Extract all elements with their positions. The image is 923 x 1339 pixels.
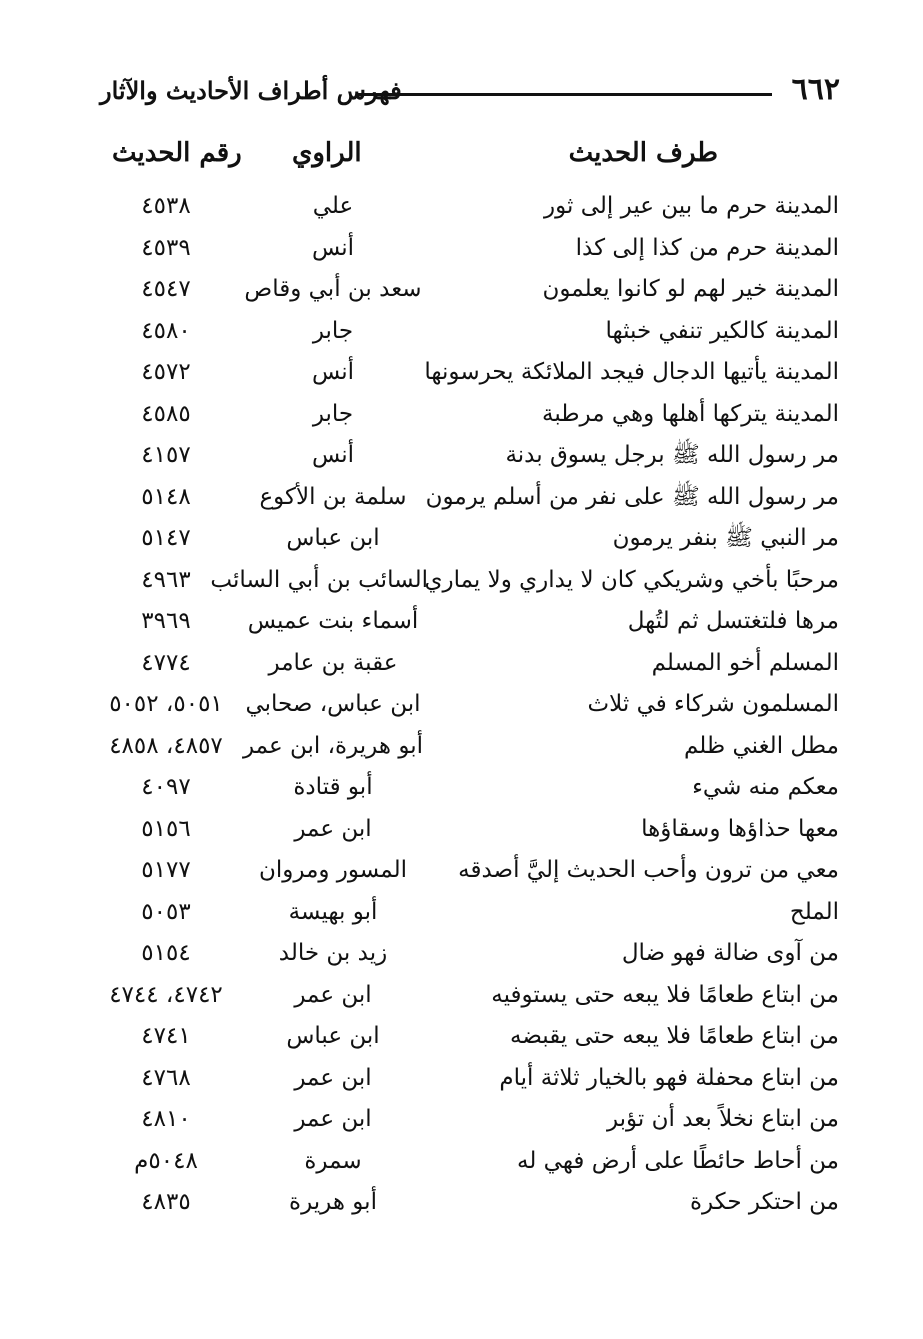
hadith-number: ٤٥٣٨	[141, 193, 191, 219]
column-header-narrator: الراوي	[292, 138, 362, 168]
hadith-text: من ابتاع نخلاً بعد أن تؤبر	[606, 1106, 839, 1132]
hadith-number: ٥٠٤٨م	[134, 1147, 198, 1174]
index-row	[0, 354, 923, 395]
narrator: أنس	[311, 442, 355, 468]
index-row	[0, 894, 923, 935]
hadith-text: معها حذاؤها وسقاؤها	[641, 815, 839, 842]
index-row	[0, 603, 923, 644]
hadith-number: ٤٨٣٥	[141, 1189, 191, 1215]
hadith-text: المسلمون شركاء في ثلاث	[587, 691, 839, 717]
column-header-hadith-text: طرف الحديث	[568, 138, 718, 168]
index-row	[0, 1101, 923, 1142]
narrator: علي	[312, 193, 354, 219]
hadith-number: ٤٧٤٢، ٤٧٤٤	[109, 981, 223, 1008]
index-row	[0, 769, 923, 810]
hadith-text: مر رسول الله ﷺ على نفر من أسلم يرمون	[425, 483, 839, 510]
hadith-number: ٥١٤٨	[141, 483, 191, 510]
hadith-text: المسلم أخو المسلم	[651, 649, 839, 676]
narrator: جابر	[312, 400, 354, 427]
narrator: أبو هريرة	[289, 1189, 377, 1215]
hadith-number: ٤٩٦٣	[141, 566, 191, 593]
hadith-text: معي من ترون وأحب الحديث إليَّ أصدقه	[458, 857, 839, 883]
narrator: أبو قتادة	[293, 774, 373, 800]
hadith-number: ٤٨١٠	[141, 1106, 191, 1132]
hadith-number: ٥٠٥١، ٥٠٥٢	[109, 691, 223, 717]
narrator: سعد بن أبي وقاص	[244, 276, 422, 302]
narrator: زيد بن خالد	[278, 940, 388, 966]
index-row	[0, 520, 923, 561]
index-row	[0, 1060, 923, 1101]
hadith-text: المدينة حرم ما بين عير إلى ثور	[544, 193, 839, 219]
page-header	[100, 72, 840, 116]
hadith-text: الملح	[789, 898, 839, 925]
index-row	[0, 852, 923, 893]
narrator: ابن عباس	[286, 1023, 380, 1049]
hadith-text: المدينة يتركها أهلها وهي مرطبة	[541, 400, 839, 427]
hadith-text: من ابتاع طعامًا فلا يبعه حتى يقبضه	[510, 1023, 839, 1049]
narrator: عقبة بن عامر	[268, 649, 398, 676]
hadith-text: من احتكر حكرة	[689, 1189, 839, 1215]
hadith-text: من ابتاع طعامًا فلا يبعه حتى يستوفيه	[491, 981, 839, 1008]
narrator: ابن عمر	[294, 981, 372, 1008]
index-row	[0, 479, 923, 520]
index-row	[0, 396, 923, 437]
index-row	[0, 686, 923, 727]
hadith-text: المدينة حرم من كذا إلى كذا	[575, 234, 839, 261]
index-row	[0, 437, 923, 478]
narrator: أنس	[311, 359, 355, 385]
hadith-number: ٥١٥٤	[141, 940, 191, 966]
narrator: أبو بهيسة	[288, 898, 378, 925]
hadith-text: المدينة كالكير تنفي خبثها	[605, 317, 839, 344]
index-row	[0, 1018, 923, 1059]
narrator: أبو هريرة، ابن عمر	[242, 732, 423, 759]
column-headers	[0, 138, 923, 178]
narrator: المسور ومروان	[258, 857, 408, 883]
narrator: ابن عباس	[286, 525, 380, 551]
hadith-number: ٥١٤٧	[141, 525, 191, 551]
hadith-number: ٥٠٥٣	[141, 898, 191, 925]
narrator: ابن عمر	[294, 1106, 372, 1132]
narrator: سمرة	[304, 1147, 362, 1174]
page-number: ٦٦٢	[791, 72, 840, 107]
hadith-text: من آوى ضالة فهو ضال	[621, 940, 839, 966]
hadith-number: ٤٧٦٨	[141, 1064, 191, 1091]
hadith-text: مطل الغني ظلم	[683, 732, 839, 759]
narrator: ابن عمر	[294, 815, 372, 842]
hadith-number: ٥١٧٧	[141, 857, 191, 883]
hadith-text: المدينة خير لهم لو كانوا يعلمون	[542, 276, 839, 302]
index-row	[0, 188, 923, 229]
hadith-number: ٤٧٧٤	[141, 649, 191, 676]
hadith-number: ٤٥٣٩	[141, 234, 191, 261]
hadith-number: ٤٧٤١	[141, 1023, 191, 1049]
hadith-number: ٣٩٦٩	[141, 608, 191, 634]
index-row	[0, 811, 923, 852]
hadith-number: ٤٠٩٧	[141, 774, 191, 800]
index-row	[0, 230, 923, 271]
narrator: ابن عباس، صحابي	[245, 691, 421, 717]
narrator: أنس	[311, 234, 355, 261]
hadith-text: مر النبي ﷺ بنفر يرمون	[612, 525, 839, 551]
hadith-number: ٤٨٥٧، ٤٨٥٨	[109, 732, 223, 759]
hadith-text: مرها فلتغتسل ثم لتُهل	[627, 608, 839, 634]
index-row	[0, 313, 923, 354]
index-row	[0, 645, 923, 686]
index-row	[0, 562, 923, 603]
hadith-text: مرحبًا بأخي وشريكي كان لا يداري ولا يماري	[424, 566, 839, 593]
hadith-number: ٤٥٤٧	[141, 276, 191, 302]
narrator: ابن عمر	[294, 1064, 372, 1091]
narrator: السائب بن أبي السائب	[210, 566, 428, 593]
hadith-number: ٤٥٨٥	[141, 400, 191, 427]
narrator: أسماء بنت عميس	[247, 608, 419, 634]
index-row	[0, 977, 923, 1018]
narrator: جابر	[312, 317, 354, 344]
column-header-hadith-number: رقم الحديث	[112, 138, 242, 168]
hadith-number: ٤٥٧٢	[141, 359, 191, 385]
index-row	[0, 1184, 923, 1225]
narrator: سلمة بن الأكوع	[259, 483, 407, 510]
hadith-text: من أحاط حائطًا على أرض فهي له	[517, 1147, 839, 1174]
hadith-text: من ابتاع محفلة فهو بالخيار ثلاثة أيام	[499, 1064, 839, 1091]
hadith-number: ٥١٥٦	[141, 815, 191, 842]
index-row	[0, 1143, 923, 1184]
index-row	[0, 728, 923, 769]
hadith-number: ٤٥٨٠	[141, 317, 191, 344]
hadith-number: ٤١٥٧	[141, 442, 191, 468]
hadith-text: المدينة يأتيها الدجال فيجد الملائكة يحرسونها	[424, 359, 839, 385]
header-rule	[357, 93, 772, 96]
index-row	[0, 271, 923, 312]
index-row	[0, 935, 923, 976]
running-title: فهرس أطراف الأحاديث والآثار	[100, 76, 402, 105]
hadith-text: مر رسول الله ﷺ برجل يسوق بدنة	[505, 442, 839, 468]
hadith-text: معكم منه شيء	[692, 774, 839, 800]
